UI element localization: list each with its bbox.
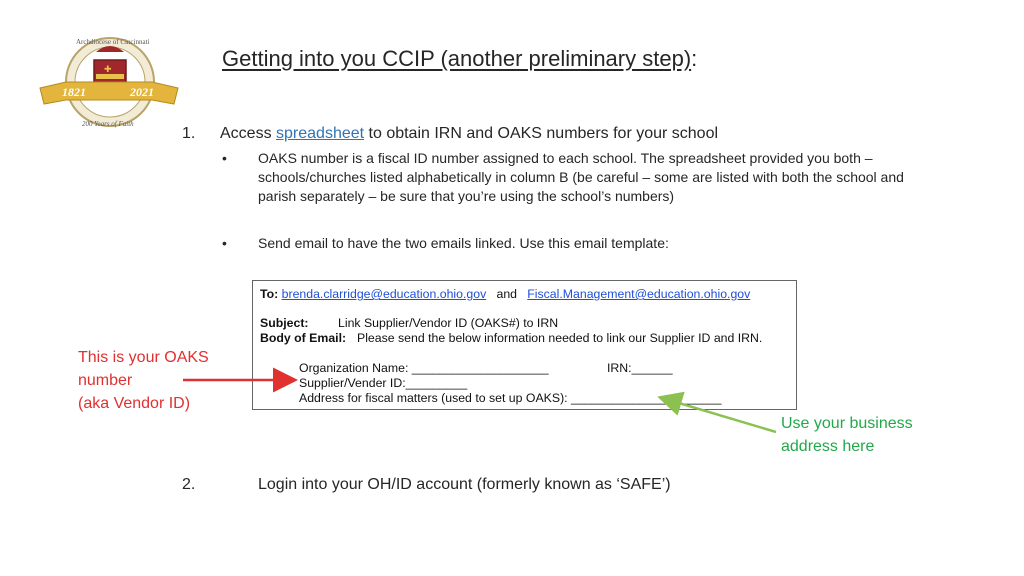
step1-prefix: Access [220, 125, 277, 142]
green-arrow [662, 398, 776, 432]
step2-text: Login into your OH/ID account (formerly known as ‘SAFE’) [258, 476, 671, 493]
email-vendor-line: Supplier/Vender ID:_________ [299, 376, 468, 390]
bullet-2-symbol: • [222, 235, 227, 251]
email-org-line: Organization Name: ____________________ [299, 361, 549, 375]
email-to-address-1[interactable]: brenda.clarridge@education.ohio.gov [281, 287, 487, 301]
oaks-annotation-line-3: (aka Vendor ID) [78, 395, 191, 412]
logo-year-right: 2021 [130, 85, 154, 99]
email-subject-text: Link Supplier/Vendor ID (OAKS#) to IRN [338, 316, 559, 330]
step1-number: 1. [182, 125, 196, 142]
address-annotation-line-2: address here [781, 438, 875, 455]
oaks-annotation-line-1: This is your OAKS [78, 349, 209, 366]
email-to-label: To: [260, 287, 279, 301]
email-to-address-2[interactable]: Fiscal.Management@education.ohio.gov [527, 287, 751, 301]
bullet-1-symbol: • [222, 150, 227, 166]
logo-arc-text: Archdiocese of Cincinnati [76, 38, 150, 46]
bullet-1-line-3: parish separately – be sure that you’re using the school’s numbers) [258, 188, 675, 204]
bullet-1-line-1: OAKS number is a fiscal ID number assigned to each school. The spreadsheet provided you both – [258, 150, 873, 166]
email-irn-line: IRN:______ [607, 361, 673, 375]
bullet-2-text: Send email to have the two emails linked. Use this email template: [258, 235, 669, 251]
page-title-colon: : [691, 46, 698, 71]
email-subject-label: Subject: [260, 316, 309, 330]
logo-year-left: 1821 [62, 85, 86, 99]
svg-text:✚: ✚ [104, 65, 112, 75]
step1-suffix: to obtain IRN and OAKS numbers for your school [364, 125, 719, 142]
spreadsheet-link[interactable]: spreadsheet [276, 125, 365, 142]
bullet-1-line-2: schools/churches listed alphabetically in column B (be careful – some are listed with both the school and [258, 169, 904, 185]
step2-number: 2. [182, 476, 196, 493]
oaks-annotation-line-2: number [78, 372, 133, 389]
email-and: and [496, 287, 518, 301]
email-body-label: Body of Email: [260, 331, 347, 345]
page-title-text: Getting into you CCIP (another preliminary step) [222, 46, 692, 71]
email-body-text: Please send the below information needed to link our Supplier ID and IRN. [357, 331, 763, 345]
address-annotation-line-1: Use your business [781, 415, 913, 432]
logo-bottom-text: 200 Years of Faith [82, 120, 134, 128]
email-address-line: Address for fiscal matters (used to set up OAKS): ______________________ [299, 391, 722, 405]
